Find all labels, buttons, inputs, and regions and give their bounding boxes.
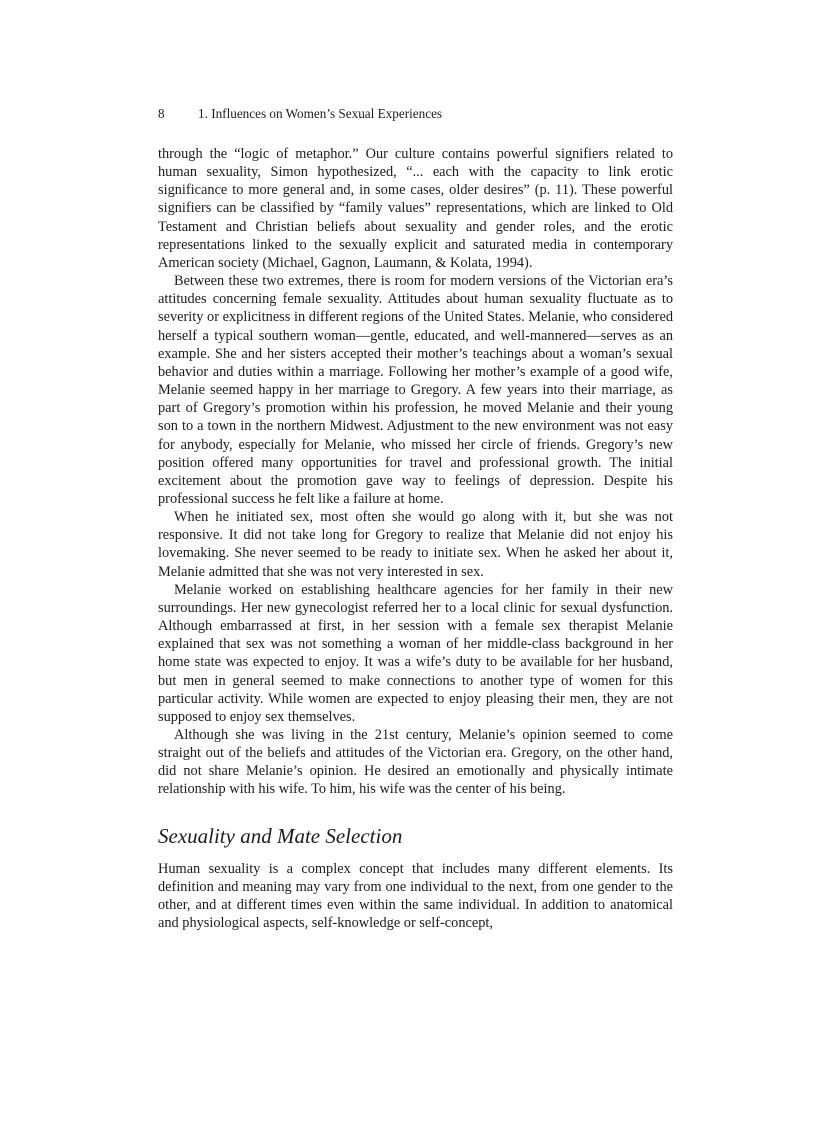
paragraph-human-sexuality: Human sexuality is a complex concept that includes many different elements. Its definition and meaning may vary from one individual to the next, from one gender to the other, and at different times even within the same individual. In addition to anatomical and physiological aspects, self-knowledge or self-concept, xyxy=(158,860,673,932)
paragraph-victorian-attitudes: Between these two extremes, there is room for modern versions of the Victorian era’s attitudes concerning female sexuality. Attitudes about human sexuality fluctuate as to severity or explicitness in different regions of the United States. Melanie, who considered herself a typical southern woman—gentle, educated, and well-mannered—serves as an example. She and her sisters accepted their mother’s teachings about a woman’s sexual behavior and duties within a marriage. Following her mother’s example of a good wife, Melanie seemed happy in her marriage to Gregory. A few years into their marriage, as part of Gregory’s promotion within his profession, he moved Melanie and their young son to a town in the northern Midwest. Adjustment to the new environment was not easy for anybody, especially for Melanie, who missed her circle of friends. Gregory’s new position offered many opportunities for travel and professional growth. The initial excitement about the promotion gave way to feelings of depression. Despite his professional success he felt like a failure at home. xyxy=(158,273,673,507)
body-text xyxy=(158,145,673,932)
running-title: 1. Influences on Women’s Sexual Experiences xyxy=(198,106,443,121)
paragraph-victorian-opinion: Although she was living in the 21st century, Melanie’s opinion seemed to come straight out of the beliefs and attitudes of the Victorian era. Gregory, on the other hand, did not share Melanie’s opinion. He desired an emotionally and physically intimate relationship with his wife. To him, his wife was the center of his being. xyxy=(158,727,673,798)
running-header xyxy=(158,106,442,122)
paragraph-continuation: through the “logic of metaphor.” Our culture contains powerful signifiers related to human sexuality, Simon hypothesized, “... each with the capacity to link erotic significance to more general and, in some cases, older desires” (p. 11). These powerful signifiers can be classified by “family values” representations, which are linked to Old Testament and Christian beliefs about sexuality and gender roles, and the erotic representations linked to the sexually explicit and saturated media in contemporary American society (Michael, Gagnon, Laumann, & Kolata, 1994). xyxy=(158,146,673,271)
paragraph-sex-therapy: Melanie worked on establishing healthcare agencies for her family in their new surroundings. Her new gynecologist referred her to a local clinic for sexual dysfunction. Although embarrassed at first, in her session with a female sex therapist Melanie explained that sex was not something a woman of her middle-class background in her home state was expected to enjoy. It was a wife’s duty to be available for her husband, but men in general seemed to make connections to another type of women for this particular activity. While women are expected to enjoy pleasing their men, they are not supposed to enjoy sex themselves. xyxy=(158,581,673,725)
paragraph-initiating-sex: When he initiated sex, most often she would go along with it, but she was not responsive. It did not take long for Gregory to realize that Melanie did not enjoy his lovemaking. She never seemed to be ready to initiate sex. When he asked her about it, Melanie admitted that she was not very interested in sex. xyxy=(158,509,673,580)
section-heading: Sexuality and Mate Selection xyxy=(158,823,403,848)
section-body xyxy=(158,860,673,933)
page-number: 8 xyxy=(158,106,165,121)
